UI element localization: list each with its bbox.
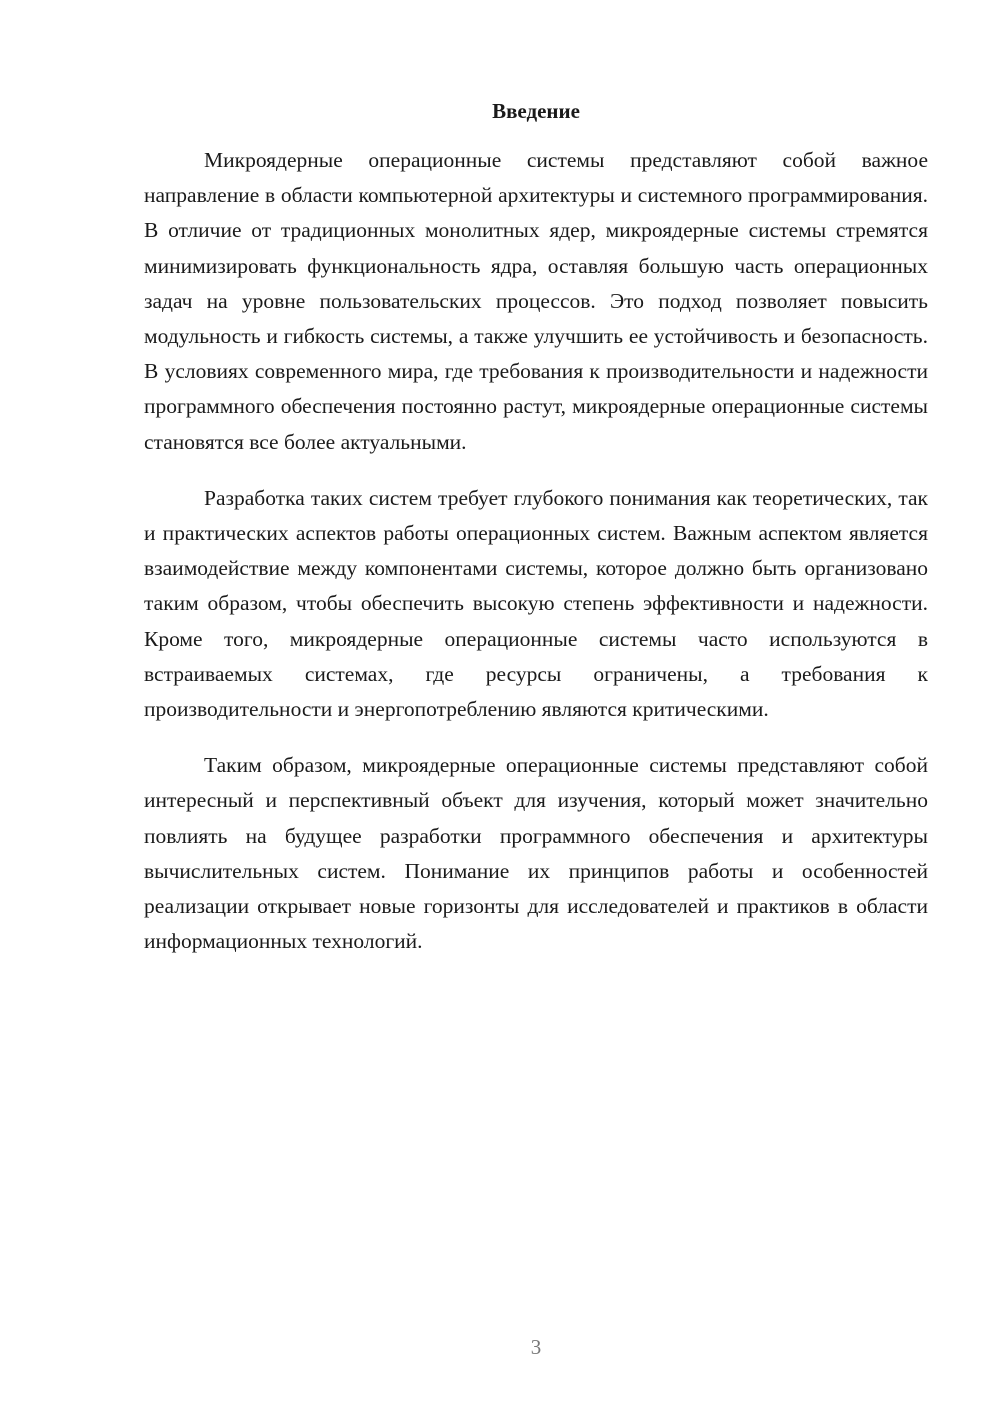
paragraph-3: Таким образом, микроядерные операционные системы представляют собой интересный и перспективный объект для изучения, который может значительно повлиять на будущее разработки программного обеспечения и архитектуры вычислительных систем. Понимание их принципов работы и особенностей реализации открывает новые горизонты для исследователей и практиков в области информационных технологий. [144, 753, 928, 954]
body-text [144, 143, 928, 980]
paragraph-1: Микроядерные операционные системы представляют собой важное направление в области компьютерной архитектуры и системного программирования. В отличие от традиционных монолитных ядер, микроядерные системы стремятся минимизировать функциональность ядра, оставляя большую часть операционных задач на уровне пользовательских процессов. Это подход позволяет повысить модульность и гибкость системы, а также улучшить ее устойчивость и безопасность. В условиях современного мира, где требования к производительности и надежности программного обеспечения постоянно растут, микроядерные операционные системы становятся все более актуальными. [144, 148, 928, 454]
section-title: Введение [492, 99, 580, 123]
paragraph-2: Разработка таких систем требует глубокого понимания как теоретических, так и практических аспектов работы операционных систем. Важным аспектом является взаимодействие между компонентами системы, которое должно быть организовано таким образом, чтобы обеспечить высокую степень эффективности и надежности. Кроме того, микроядерные операционные системы часто используются в встраиваемых системах, где ресурсы ограничены, а требования к производительности и энергопотреблению являются критическими. [144, 485, 928, 722]
page-number: 3 [530, 1335, 542, 1359]
